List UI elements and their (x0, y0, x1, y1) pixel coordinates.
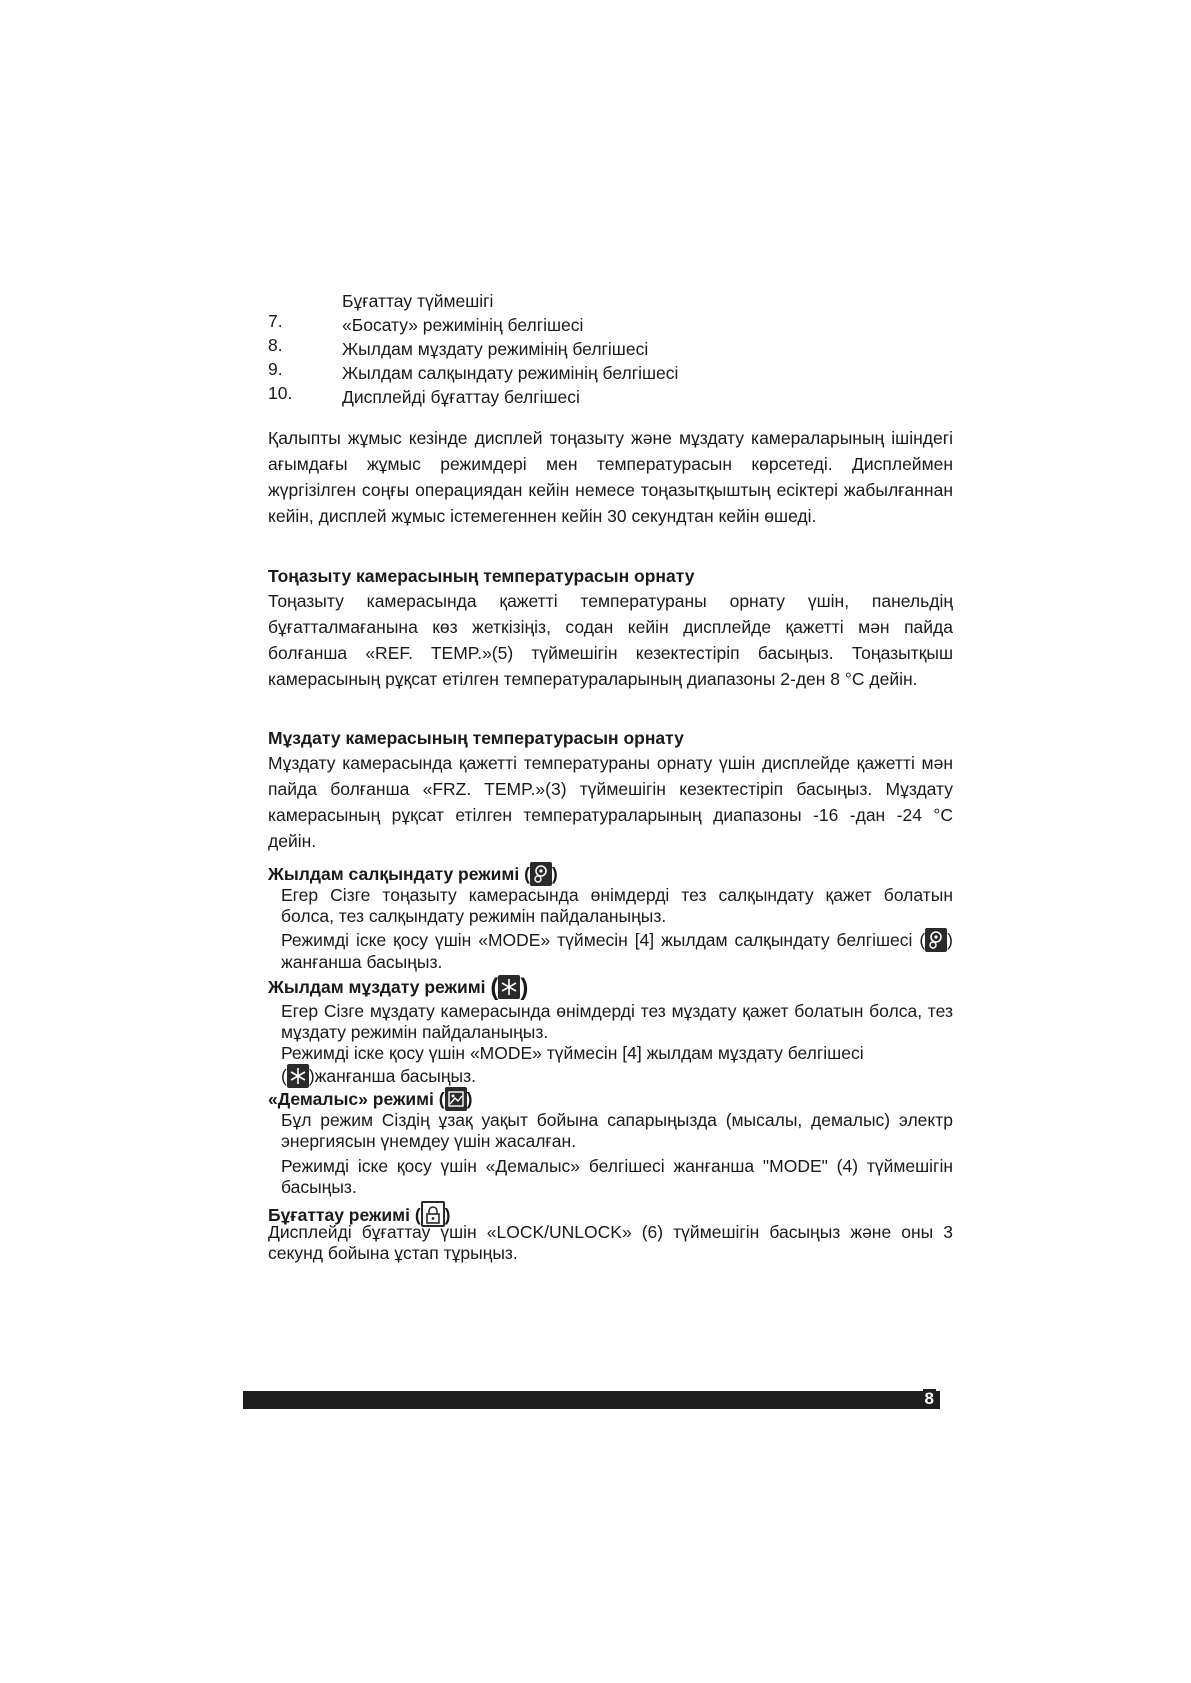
intro-paragraph: Қалыпты жұмыс кезінде дисплей тоңазыту және мұздату камераларының ішіндегі ағымдағы жұмыс режимдері мен температурасын көрсетеді. Дисплеймен жүргізілген соңғы операциядан кейін немесе тоңазытқыштың есіктері жабылғаннан кейін, дисплей жұмыс істемегеннен кейін 30 секундтан кейін өшеді. (268, 428, 953, 526)
fridge-temp-paragraph: Тоңазыту камерасында қажетті температураны орнату үшін, панельдің бұғатталмағанына көз жеткізіңіз, содан кейін дисплейде қажетті мән пайда болғанша «REF. TEMP.»(5) түймешігін кезектестіріп басыңыз. Тоңазытқыш камерасының рұқсат етілген температураларының диапазоны 2-ден 8 °C дейін. (268, 591, 953, 689)
paren-open: ( (490, 974, 499, 1001)
list-item-number: 9. (268, 359, 283, 379)
list-item (268, 337, 968, 361)
fast-cool-paragraph-1: Егер Сізге тоңазыту камерасында өнімдерді тез салқындату қажет болатын болса, тез салқындату режимін пайдаланыңыз. (281, 885, 953, 926)
page-number: 8 (924, 1389, 934, 1408)
holiday-paragraph-1: Бұл режим Сіздің ұзақ уақыт бойына сапарыңызда (мысалы, демалыс) электр энергиясын үнемдеу үшін жасалған. (281, 1110, 953, 1151)
fast-cool-icon (925, 928, 947, 952)
fast-cool-heading (268, 862, 558, 886)
paren-close: ) (551, 864, 558, 884)
freezer-temp-paragraph: Мұздату камерасында қажетті температураны орнату үшін дисплейде қажетті мән пайда болғанша «FRZ. TEMP.»(3) түймешігін кезектестіріп басыңыз. Мұздату камерасының рұқсат етілген температураларының диапазоны -16 -дан -24 °C дейін. (268, 753, 953, 851)
fast-cool-heading-text: Жылдам салқындату режимі ( (268, 864, 530, 884)
paren-close: ) (466, 1089, 473, 1109)
list-item-number: 7. (268, 311, 283, 331)
fast-cool-text: ) жанғанша басыңыз. (281, 930, 953, 972)
holiday-paragraph-2: Режимді іске қосу үшін «Демалыс» белгішесі жанғанша "MODE" (4) түймешігін басыңыз. (281, 1156, 953, 1197)
list-item (268, 313, 968, 337)
holiday-heading (268, 1087, 472, 1111)
fast-freeze-heading-text: Жылдам мұздату режимі (268, 977, 491, 997)
list-item-text: «Босату» режимінің белгішесі (342, 315, 584, 335)
list-item (268, 361, 968, 385)
legend-list (268, 289, 968, 409)
list-item-text: Жылдам салқындату режимінің белгішесі (342, 363, 679, 383)
list-item-text: Дисплейді бұғаттау белгішесі (342, 387, 580, 407)
fast-cool-icon (530, 862, 552, 886)
fast-cool-text: Режимді іске қосу үшін «MODE» түймесін [4] жылдам салқындату белгішесі ( (281, 930, 926, 950)
holiday-icon (445, 1087, 467, 1111)
fast-cool-paragraph-2 (281, 928, 953, 973)
list-item (268, 385, 968, 409)
lock-heading-text: Бұғаттау режимі ( (268, 1205, 421, 1225)
snowflake-icon (287, 1064, 309, 1088)
fast-freeze-paragraph-1: Егер Сізге мұздату камерасында өнімдерді тез мұздату қажет болатын болса, тез мұздату режимін пайдаланыңыз. (281, 1001, 953, 1042)
fast-freeze-heading (268, 975, 528, 999)
fridge-temp-heading: Тоңазыту камерасының температурасын орнату (268, 566, 695, 586)
list-item (268, 289, 968, 313)
lock-paragraph: Дисплейді бұғаттау үшін «LOCK/UNLOCK» (6) түймешігін басыңыз және оны 3 секунд бойына ұстап тұрыңыз. (268, 1222, 953, 1263)
fast-freeze-text: Режимді іске қосу үшін «MODE» түймесін [4] жылдам мұздату белгішесі (281, 1043, 864, 1063)
list-item-number: 10. (268, 383, 293, 403)
snowflake-icon (498, 975, 520, 999)
list-item-number: 8. (268, 335, 283, 355)
fast-freeze-text: )жанғанша басыңыз. (308, 1066, 476, 1086)
holiday-heading-text: «Демалыс» режимі ( (268, 1089, 445, 1109)
freezer-temp-heading: Мұздату камерасының температурасын орнату (268, 728, 684, 748)
fast-freeze-text: ( (281, 1066, 287, 1086)
list-item-text: Жылдам мұздату режимінің белгішесі (342, 339, 649, 359)
paren-close: ) (520, 974, 529, 1001)
paren-close: ) (444, 1205, 451, 1225)
footer-bar (243, 1391, 940, 1409)
fast-freeze-paragraph-2 (281, 1043, 953, 1088)
list-item-text: Бұғаттау түймешігі (342, 291, 494, 311)
